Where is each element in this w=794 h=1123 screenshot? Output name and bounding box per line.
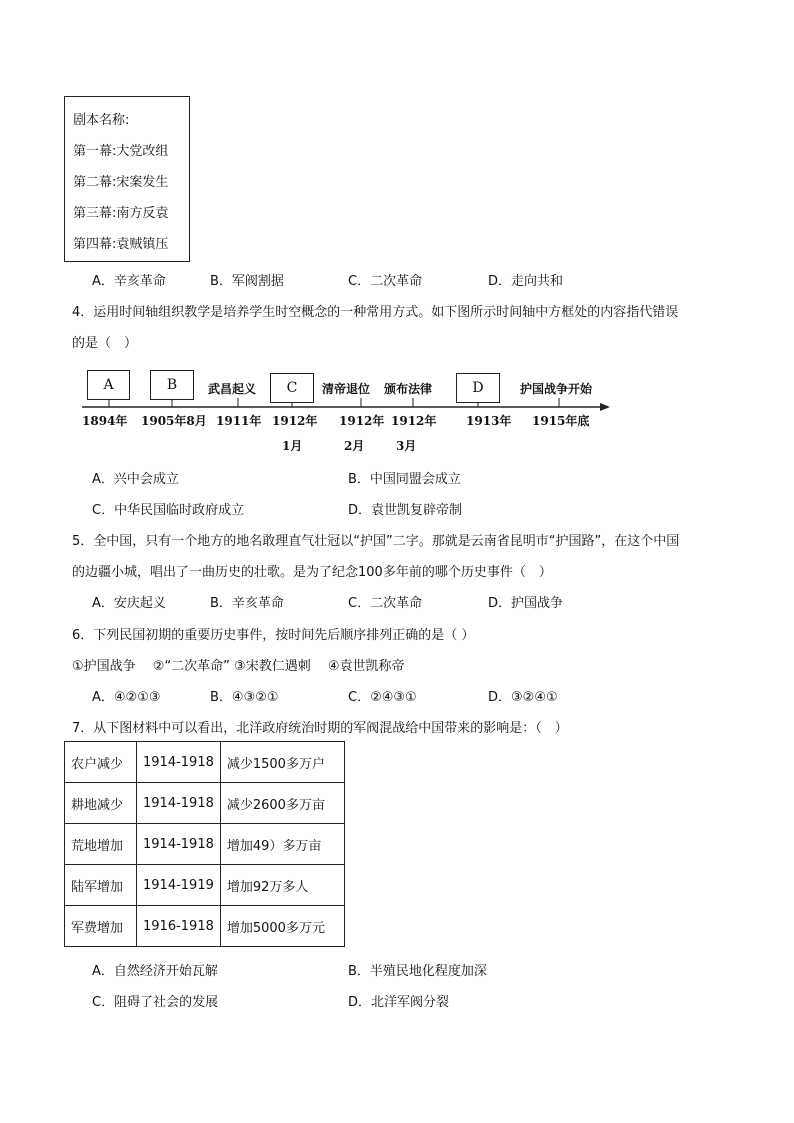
table-cell: 增加5000多万元 xyxy=(220,906,344,947)
box-line: 剧本名称: xyxy=(73,113,130,128)
q7-option-b[interactable]: B．半殖民地化程度加深 xyxy=(348,964,487,979)
timeline-event: 清帝退位 xyxy=(322,382,371,396)
q5-option-b[interactable]: B．辛亥革命 xyxy=(210,596,284,611)
q7-option-c[interactable]: C．阻碍了社会的发展 xyxy=(92,995,219,1010)
q6-option-a[interactable]: A．④②①③ xyxy=(92,690,161,705)
q6-option-d[interactable]: D．③②④① xyxy=(488,690,558,705)
table-cell: 减少1500多万户 xyxy=(220,742,344,783)
table-cell: 耕地减少 xyxy=(65,783,137,824)
timeline-event: 颁布法律 xyxy=(384,382,433,396)
timeline-year: 1905年8月 xyxy=(141,414,207,428)
q7-option-d[interactable]: D．北洋军阀分裂 xyxy=(348,995,450,1010)
timeline-year: 1894年 xyxy=(82,414,128,428)
box-line: 第二幕:宋案发生 xyxy=(73,175,169,190)
q4-stem-line1: 4．运用时间轴组织教学是培养学生时空概念的一种常用方式。如下图所示时间轴中方框处的内容指代错误 xyxy=(72,305,679,320)
q6-option-b[interactable]: B．④③②① xyxy=(210,690,279,705)
table-cell: 1914-1919 xyxy=(137,865,221,906)
q4-option-d[interactable]: D．袁世凯复辟帝制 xyxy=(348,503,463,518)
q6-stem-line1: 6．下列民国初期的重要历史事件，按时间先后顺序排列正确的是（ ） xyxy=(72,628,475,643)
q5-stem-line1: 5．全中国，只有一个地方的地名敢理直气壮冠以“护国”二字。那就是云南省昆明市“护国路”，在这个中国 xyxy=(72,534,680,549)
table-row xyxy=(65,865,345,906)
q5-stem-line2: 的边疆小城，唱出了一曲历史的壮歌。是为了纪念100多年前的哪个历史事件（ ） xyxy=(72,565,552,580)
table-cell: 增加92万多人 xyxy=(220,865,344,906)
q5-option-d[interactable]: D．护国战争 xyxy=(488,596,564,611)
q6-stem-line2: ①护国战争 ②“二次革命” ③宋教仁遇刺 ④袁世凯称帝 xyxy=(72,659,405,674)
q7-option-a[interactable]: A．自然经济开始瓦解 xyxy=(92,964,218,979)
box-line: 第一幕:大党改组 xyxy=(73,144,169,159)
timeline xyxy=(0,0,794,460)
timeline-box-d: D xyxy=(456,373,500,403)
q3-option-d[interactable]: D．走向共和 xyxy=(488,274,564,289)
timeline-box-c: C xyxy=(270,373,314,403)
box-line: 第四幕:袁贼镇压 xyxy=(73,237,169,252)
table-cell: 减少2600多万亩 xyxy=(220,783,344,824)
war-impact-table xyxy=(64,741,345,947)
table-cell: 1914-1918 xyxy=(137,742,221,783)
q3-option-b[interactable]: B．军阀割据 xyxy=(210,274,284,289)
table-cell: 农户减少 xyxy=(65,742,137,783)
q3-option-c[interactable]: C．二次革命 xyxy=(348,274,423,289)
timeline-box-a: A xyxy=(87,370,130,400)
table-row xyxy=(65,783,345,824)
table-cell: 军费增加 xyxy=(65,906,137,947)
timeline-box-b: B xyxy=(150,370,194,400)
q4-option-c[interactable]: C．中华民国临时政府成立 xyxy=(92,503,245,518)
timeline-month: 2月 xyxy=(344,439,365,453)
box-line: 第三幕:南方反袁 xyxy=(73,206,169,221)
table-cell: 陆军增加 xyxy=(65,865,137,906)
timeline-year: 1915年底 xyxy=(532,414,590,428)
q4-option-a[interactable]: A．兴中会成立 xyxy=(92,472,179,487)
q5-option-c[interactable]: C．二次革命 xyxy=(348,596,423,611)
table-cell: 增加49）多万亩 xyxy=(220,824,344,865)
q5-option-a[interactable]: A．安庆起义 xyxy=(92,596,166,611)
timeline-month: 1月 xyxy=(282,439,303,453)
table-cell: 1916-1918 xyxy=(137,906,221,947)
table-cell: 荒地增加 xyxy=(65,824,137,865)
timeline-year: 1912年 xyxy=(272,414,318,428)
timeline-year: 1911年 xyxy=(216,414,262,428)
timeline-month: 3月 xyxy=(396,439,417,453)
q6-option-c[interactable]: C．②④③① xyxy=(348,690,417,705)
timeline-year: 1912年 xyxy=(339,414,385,428)
table-row xyxy=(65,906,345,947)
table-cell: 1914-1918 xyxy=(137,783,221,824)
table-row xyxy=(65,742,345,783)
q4-option-b[interactable]: B．中国同盟会成立 xyxy=(348,472,461,487)
q7-stem-line1: 7．从下图材料中可以看出，北洋政府统治时期的军阀混战给中国带来的影响是：（ ） xyxy=(72,721,568,736)
q3-option-a[interactable]: A．辛亥革命 xyxy=(92,274,166,289)
table-cell: 1914-1918 xyxy=(137,824,221,865)
timeline-year: 1913年 xyxy=(466,414,512,428)
q4-stem-line2: 的是（ ） xyxy=(72,336,138,351)
timeline-event: 护国战争开始 xyxy=(520,382,593,396)
timeline-year: 1912年 xyxy=(391,414,437,428)
table-row xyxy=(65,824,345,865)
timeline-event: 武昌起义 xyxy=(208,382,257,396)
